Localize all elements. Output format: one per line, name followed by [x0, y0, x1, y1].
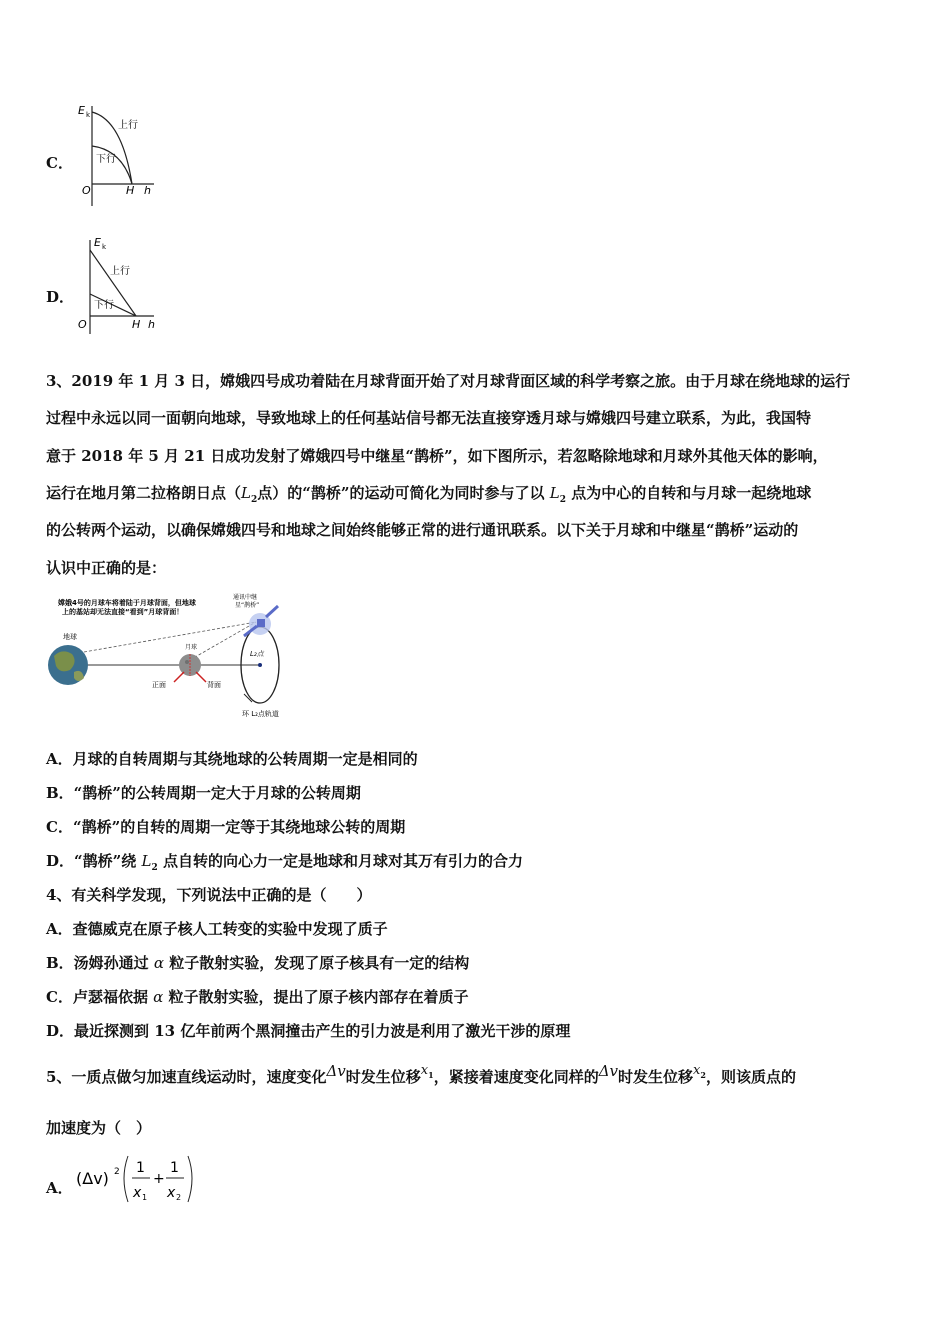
- diagram-note-1: 嫦娥4号的月球车将着陆于月球背面，但地球: [58, 599, 196, 607]
- option-c-label: C．: [46, 154, 73, 172]
- left-paren: [124, 1156, 128, 1202]
- numerator-2: 1: [170, 1160, 179, 1176]
- front-label: 正面: [152, 681, 166, 689]
- relay-label-1: 通讯中继: [233, 594, 258, 601]
- relay-label-2: 星“鹊桥”: [235, 602, 260, 609]
- q5-stem-line-1: 5、一质点做匀加速直线运动时，速度变化Δv时发生位移$x_1$，紧接着速度变化同样的Δv时发生位移$x_2$，则该质点的: [46, 1062, 796, 1086]
- q3-option-a: A．月球的自转周期与其绕地球的公转周期一定是相同的: [46, 750, 418, 768]
- q3-line-6: 认识中正确的是：: [46, 559, 167, 577]
- q5-stem-line-2: 加速度为（ ）: [46, 1119, 152, 1137]
- diagram-note-2: 上的基站却无法直接“看到”月球背面！: [62, 608, 184, 616]
- h-mark: H: [132, 318, 141, 331]
- moon-label: 月球: [185, 644, 198, 651]
- moon-crater: [185, 660, 189, 664]
- q5-option-a-label: A．: [46, 1179, 73, 1197]
- y-axis-sub: k: [86, 111, 91, 119]
- y-axis-label: E: [94, 236, 101, 249]
- q3-line-5: 的公转两个运动，以确保嫦娥四号和地球之间始终能够正常的进行通讯联系。以下关于月球和中继星“鹊桥”运动的: [46, 521, 799, 539]
- y-axis-sub: k: [102, 243, 107, 251]
- numerator-1: 1: [136, 1160, 145, 1176]
- l2-label: L₂点: [250, 650, 264, 658]
- denominator-sub-2: 2: [176, 1193, 182, 1202]
- q4-option-a: A．查德威克在原子核人工转变的实验中发现了质子: [46, 920, 388, 938]
- q4-option-c: C．卢瑟福依据 α 粒子散射实验，提出了原子核内部存在着质子: [46, 988, 469, 1006]
- y-axis-label: E: [78, 104, 85, 117]
- graph-c: [74, 98, 164, 208]
- q5-option-a-formula: [74, 1150, 204, 1210]
- option-d-label: D．: [46, 288, 75, 306]
- earth-moon-l2-diagram: [44, 590, 314, 722]
- q3-option-c: C．“鹊桥”的自转的周期一定等于其绕地球公转的周期: [46, 818, 406, 836]
- q3-line-1: 3、2019 年 1 月 3 日，嫦娥四号成功着陆在月球背面开始了对月球背面区域的科学考察之旅。由于月球在绕地球的运行: [46, 372, 851, 390]
- right-paren: [188, 1156, 192, 1202]
- graph-d: [74, 234, 164, 338]
- front-arrow: [174, 672, 184, 682]
- relay-satellite-panel: [266, 606, 278, 617]
- q3-option-d: D．“鹊桥”绕 $L_2$ 点自转的向心力一定是地球和月球对其万有引力的合力: [46, 852, 523, 873]
- q3-line-3: 意于 2018 年 5 月 21 日成功发射了嫦娥四号中继星“鹊桥”，如下图所示，若忽略除地球和月球外其他天体的影响，: [46, 447, 828, 465]
- q4-option-d: D．最近探测到 13 亿年前两个黑洞撞击产生的引力波是利用了激光干涉的原理: [46, 1022, 571, 1040]
- q3-line-2: 过程中永远以同一面朝向地球，导致地球上的任何基站信号都无法直接穿透月球与嫦娥四号建立联系，为此，我国特: [46, 409, 812, 427]
- exponent: 2: [114, 1167, 120, 1177]
- q3-option-b: B．“鹊桥”的公转周期一定大于月球的公转周期: [46, 784, 361, 802]
- q3-line-4: 运行在地月第二拉格朗日点（$L_2$点）的“鹊桥”的运动可简化为同时参与了以 $L_2$ 点为中心的自转和与月球一起绕地球: [46, 484, 812, 505]
- q4-stem: 4、有关科学发现，下列说法中正确的是（ ）: [46, 886, 372, 904]
- earth-label: 地球: [63, 633, 77, 641]
- denominator-sub-1: 1: [142, 1193, 148, 1202]
- q4-option-b: B．汤姆孙通过 α 粒子散射实验，发现了原子核具有一定的结构: [46, 954, 470, 972]
- down-label: 下行: [96, 154, 116, 165]
- h-mark: H: [126, 184, 135, 197]
- back-arrow: [196, 672, 206, 682]
- relay-satellite: [257, 619, 265, 627]
- denominator-x1: x: [133, 1185, 142, 1201]
- up-label: 上行: [118, 120, 138, 131]
- down-label: 下行: [94, 300, 114, 311]
- down-curve: [92, 146, 132, 184]
- denominator-x2: x: [167, 1185, 176, 1201]
- x-axis-label: h: [148, 318, 155, 331]
- orbit-label: 环 L₂点轨道: [242, 710, 279, 718]
- back-label: 背面: [207, 681, 221, 689]
- delta-v: (Δv): [76, 1169, 109, 1188]
- plus-sign: +: [153, 1171, 165, 1187]
- origin-label: O: [78, 318, 87, 331]
- origin-label: O: [82, 184, 91, 197]
- l2-point: [258, 663, 262, 667]
- up-label: 上行: [110, 266, 130, 277]
- x-axis-label: h: [144, 184, 151, 197]
